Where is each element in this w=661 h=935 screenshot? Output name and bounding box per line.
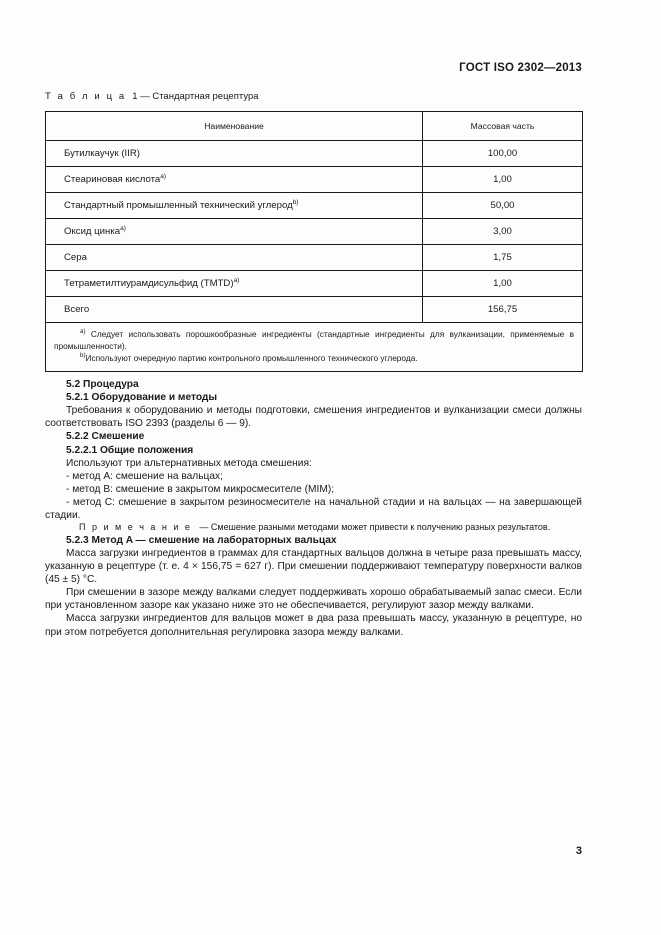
table-row bbox=[46, 167, 583, 193]
ingredient-value-cell: 156,75 bbox=[423, 297, 583, 323]
footnote-marker: b) bbox=[292, 198, 299, 206]
table-caption-label: Т а б л и ц а bbox=[45, 91, 127, 102]
table-caption bbox=[45, 91, 259, 102]
footnote-a-text: Следует использовать порошкообразные ингредиенты (стандартные ингредиенты для вулканизации, применяемые в промышленности). bbox=[54, 329, 574, 351]
ingredient-name-cell bbox=[46, 271, 423, 297]
ingredient-name-cell bbox=[46, 167, 423, 193]
heading-5-2-2: 5.2.2 Смешение bbox=[66, 431, 145, 443]
ingredient-value-cell: 100,00 bbox=[423, 141, 583, 167]
footnote-marker: a) bbox=[160, 172, 166, 180]
ingredient-value-cell: 1,00 bbox=[423, 271, 583, 297]
paragraph-1: Масса загрузки ингредиентов в граммах для стандартных вальцов должна в четыре раза превышать массу, указанную в рецептуре (т. е. 4 × 156,75 = 627 г). При смешении поддерживают температуру поверхности валков (45 ± 5) °С. bbox=[45, 547, 582, 586]
table-row bbox=[46, 271, 583, 297]
ingredient-name-cell bbox=[46, 219, 423, 245]
heading-5-2-1: 5.2.1 Оборудование и методы bbox=[66, 392, 218, 404]
ingredient-name-cell bbox=[46, 297, 423, 323]
heading-5-2: 5.2 Процедура bbox=[66, 379, 139, 390]
ingredient-name-cell bbox=[46, 245, 423, 271]
paragraph-3: Масса загрузки ингредиентов для вальцов может в два раза превышать массу, указанную в рецептуре, но при этом потребуется дополнительная регулировка зазора между валками. bbox=[45, 613, 582, 638]
ingredient-name: Стеариновая кислота bbox=[64, 174, 161, 185]
paragraph-methods-intro: Используют три альтернативных метода смешения: bbox=[66, 457, 312, 469]
table-caption-number: 1 bbox=[132, 91, 138, 102]
table-footnotes-row bbox=[46, 323, 583, 372]
footnote-marker: a) bbox=[233, 276, 240, 284]
note-paragraph bbox=[45, 522, 582, 534]
table-row bbox=[46, 219, 583, 245]
table-header-row bbox=[46, 112, 583, 141]
footnote-marker-a: a) bbox=[80, 328, 86, 336]
page-header-standard-number: ГОСТ ISO 2302—2013 bbox=[459, 62, 582, 74]
heading-5-2-3: 5.2.3 Метод A — смешение на лабораторных вальцах bbox=[66, 534, 337, 546]
document-body bbox=[45, 378, 582, 639]
ingredient-name: Стандартный промышленный технический углерод bbox=[64, 200, 293, 211]
ingredient-value-cell: 3,00 bbox=[423, 219, 583, 245]
table-footnote-a bbox=[54, 329, 574, 353]
footnote-b-text: Используют очередную партию контрольного промышленного технического углерода. bbox=[85, 352, 418, 363]
ingredient-name: Сера bbox=[64, 252, 87, 263]
heading-5-2-2-1: 5.2.2.1 Общие положения bbox=[66, 444, 194, 456]
table-footnotes-cell bbox=[46, 323, 583, 372]
ingredient-value-cell: 50,00 bbox=[423, 193, 583, 219]
ingredient-name: Всего bbox=[64, 304, 90, 315]
list-item-method-b: - метод B: смешение в закрытом микросмесителе (MIM); bbox=[66, 483, 335, 495]
ingredient-name: Тетраметилтиурамдисульфид (TMTD) bbox=[64, 278, 234, 289]
table-caption-title: — Стандартная рецептура bbox=[140, 91, 259, 102]
ingredient-name: Бутилкаучук (IIR) bbox=[64, 148, 140, 159]
standard-recipe-table bbox=[45, 111, 583, 372]
paragraph-5-2-1: Требования к оборудованию и методы подготовки, смешения ингредиентов и вулканизации смеси должны соответствовать ISO 2393 (разделы 6 — 9). bbox=[45, 405, 582, 430]
table-row bbox=[46, 193, 583, 219]
ingredient-value-cell: 1,75 bbox=[423, 245, 583, 271]
column-header-name: Наименование bbox=[46, 112, 423, 141]
note-text: — Смешение разными методами может привести к получению разных результатов. bbox=[199, 522, 551, 533]
ingredient-name: Оксид цинка bbox=[64, 226, 121, 237]
footnote-marker-b: b) bbox=[80, 351, 86, 359]
paragraph-2: При смешении в зазоре между валками следует поддерживать хорошо обрабатываемый запас смеси. Если при установленном зазоре как указано ниже это не обеспечивается, регулируют зазор между валками. bbox=[45, 587, 582, 612]
list-item-method-c: - метод C: смешение в закрытом резиносмесителе на начальной стадии и на вальцах — на завершающей стадии. bbox=[45, 496, 582, 522]
column-header-value: Массовая часть bbox=[423, 112, 583, 141]
page-number: 3 bbox=[575, 845, 582, 857]
table-footnote-b bbox=[54, 353, 574, 365]
ingredient-value-cell: 1,00 bbox=[423, 167, 583, 193]
footnote-marker: a) bbox=[120, 224, 126, 232]
ingredient-name-cell bbox=[46, 193, 423, 219]
table-row bbox=[46, 245, 583, 271]
table-row bbox=[46, 141, 583, 167]
ingredient-name-cell bbox=[46, 141, 423, 167]
table-row-total bbox=[46, 297, 583, 323]
note-label: П р и м е ч а н и е bbox=[79, 522, 192, 533]
list-item-method-a: - метод A: смешение на вальцах; bbox=[66, 470, 223, 482]
